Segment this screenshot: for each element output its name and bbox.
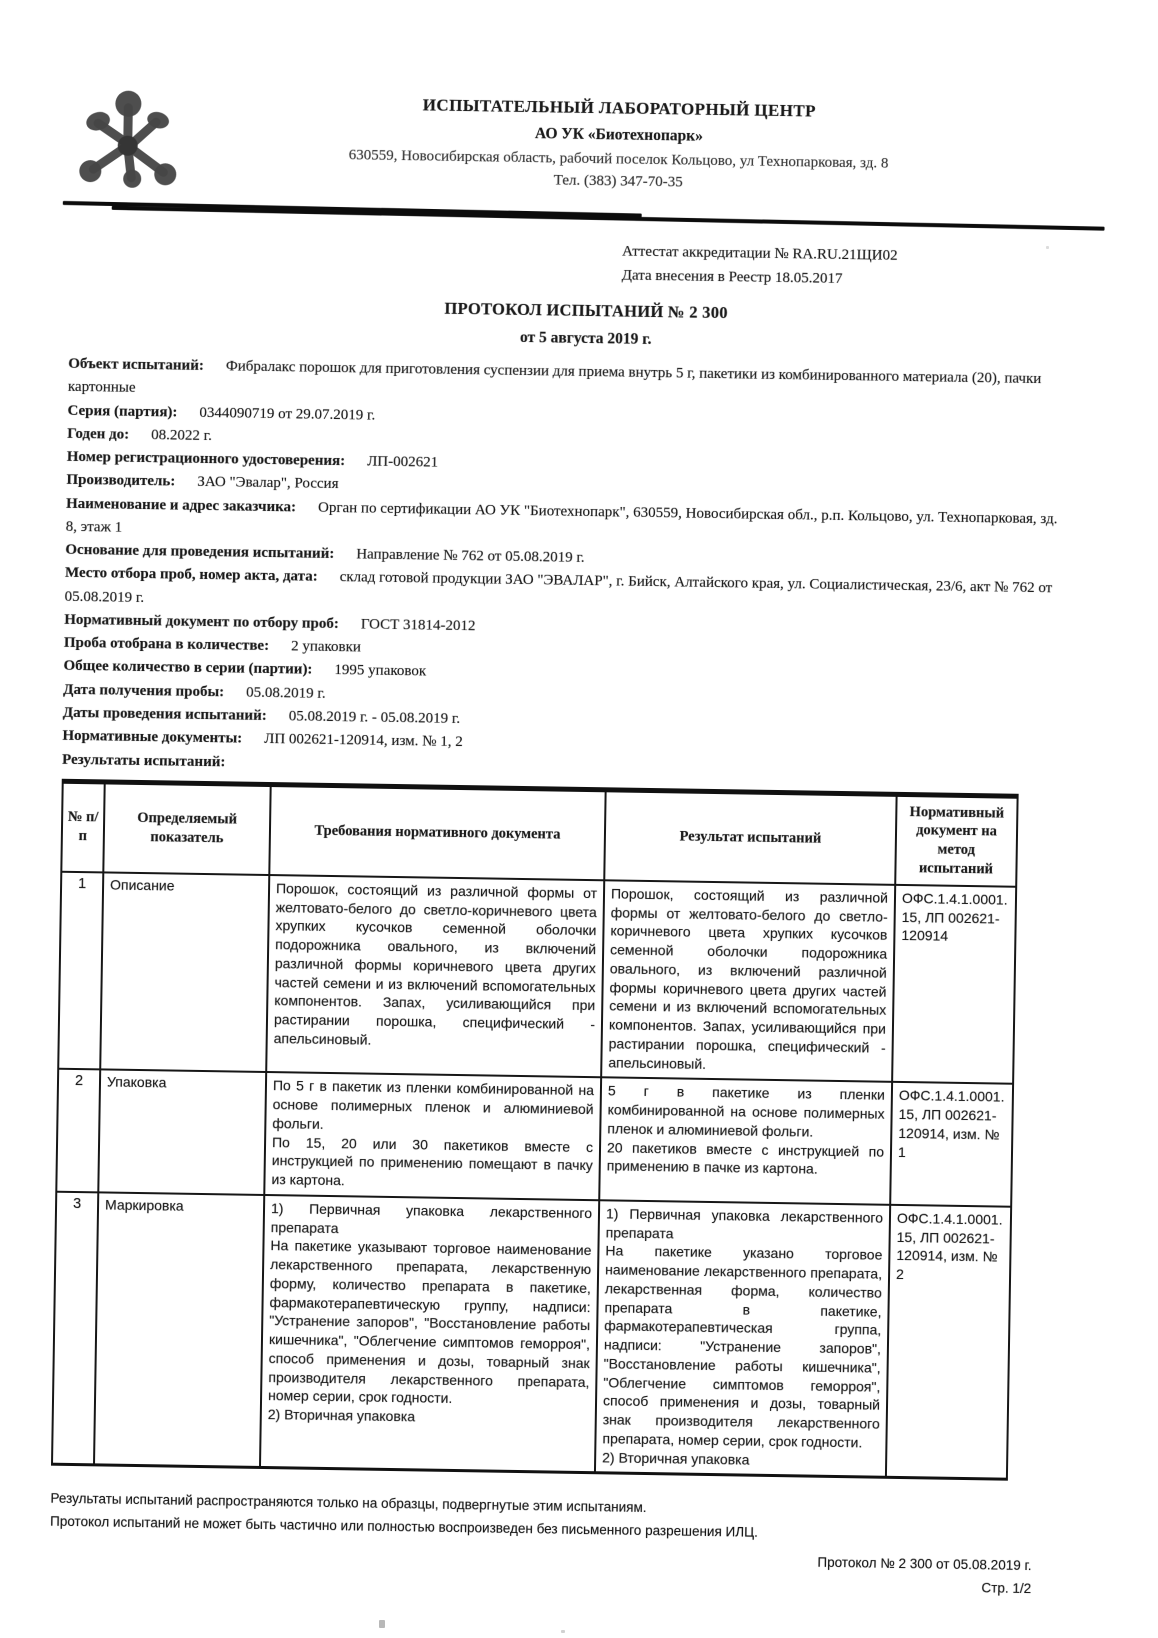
document-title: [69, 293, 1104, 356]
page-number: Стр. 1/2: [981, 1580, 1032, 1597]
cell-indicator: Описание: [100, 872, 269, 1072]
cell-num: 1: [58, 872, 103, 1070]
footer-note-reproduction: Протокол испытаний не может быть частично или полностью воспроизведен без письменного разрешения ИЛЦ.: [49, 1513, 758, 1541]
cell-method: ОФС.1.4.1.0001. 15, ЛП 002621- 120914, изм. № 2: [886, 1205, 1011, 1480]
table-row: [58, 872, 1016, 1084]
scan-artifact: [561, 1630, 565, 1633]
field-label: Производитель:: [66, 472, 176, 490]
col-header-result: Результат испытаний: [604, 789, 896, 884]
field-label: Номер регистрационного удостоверения:: [66, 448, 346, 470]
field-value: Направление № 762 от 05.08.2019 г.: [356, 546, 585, 566]
field-value: 05.08.2019 г. - 05.08.2019 г.: [288, 708, 461, 727]
field-label: Серия (партия):: [67, 402, 178, 421]
cell-method: ОФС.1.4.1.0001. 15, ЛП 002621- 120914, изм. № 1: [890, 1082, 1013, 1206]
col-header-indicator: Определяемый показатель: [103, 781, 270, 874]
field-label: Наименование и адрес заказчика:: [65, 495, 297, 515]
field-label: Место отбора проб, номер акта, дата:: [64, 565, 318, 585]
org-name: ИСПЫТАТЕЛЬНЫЙ ЛАБОРАТОРНЫЙ ЦЕНТР: [422, 95, 817, 121]
cell-indicator: Упаковка: [98, 1070, 266, 1195]
col-header-requirement: Требования нормативного документа: [269, 784, 605, 880]
cell-num: 3: [52, 1192, 98, 1466]
cell-result: 1) Первичная упаковка лекарственного препарата На пакетике указано торговое наименование лекарственного препарата, лекарственная форма, количество препарата в пакетике, фармакотерапевтическая группа, надписи: "Устранение запоров", "Восстановление работы кишечника", "Облегчение симптомов геморроя", способ применения и дозы, товарный знак производителя лекарственного препарата, номер серии, срок годности. 2) Вторичная упаковка: [595, 1200, 890, 1478]
org-subtitle: АО УК «Биотехнопарк»: [534, 124, 704, 145]
field-value: Орган по сертификации АО УК "Биотехнопарк", 630559, Новосибирская обл., р.п. Кольцово, ул. Технопарковая, зд. 8, этаж 1: [65, 499, 1058, 536]
letterhead: [71, 87, 1107, 215]
field-value: склад готовой продукции ЗАО "ЭВАЛАР", г. Бийск, Алтайского края, ул. Социалистическая, 23/6, акт № 762 от 05.08.2019 г.: [64, 569, 1053, 606]
field-value: Фибралакс порошок для приготовления суспензии для приема внутрь 5 г, пакетики из комбинированного материала (20), пачки картонные: [67, 358, 1042, 397]
protocol-ref: Протокол № 2 300 от 05.08.2019 г.: [817, 1554, 1032, 1574]
col-header-method: Нормативный документ на метод испытаний: [895, 794, 1017, 887]
registry-date: Дата внесения в Реестр 18.05.2017: [621, 267, 843, 287]
protocol-fields: [62, 353, 1062, 788]
field-label: Дата получения пробы:: [63, 681, 225, 700]
col-header-number: № п/п: [61, 781, 104, 873]
field-label: Нормативные документы:: [62, 727, 243, 747]
protocol-title: ПРОТОКОЛ ИСПЫТАНИЙ № 2 300: [444, 298, 729, 323]
field-value: 0344090719 от 29.07.2019 г.: [199, 404, 376, 424]
table-row: [56, 1069, 1013, 1206]
cell-result: 5 г в пакетике из пленки комбинированной на основе полимерных пленок и алюминиевой фольги. 20 пакетиков вместе с инструкцией по применению в пачке из картона.: [599, 1078, 892, 1205]
table-row: [52, 1192, 1011, 1480]
page-reference: [49, 1540, 1084, 1602]
molecule-logo-icon: [75, 87, 181, 193]
field-label: Проба отобрана в количестве:: [63, 634, 270, 654]
accreditation-number: Аттестат аккредитации № RA.RU.21ЩИ02: [621, 243, 898, 264]
field-value: 08.2022 г.: [151, 426, 213, 444]
field-value: ЛП-002621: [367, 453, 439, 471]
cell-num: 2: [56, 1069, 100, 1192]
cell-indicator: Маркировка: [94, 1192, 264, 1468]
field-label: Основание для проведения испытаний:: [65, 541, 335, 563]
cell-method: ОФС.1.4.1.0001. 15, ЛП 002621- 120914: [892, 885, 1016, 1084]
field-value: 2 упаковки: [290, 638, 362, 656]
field-label: Объект испытаний:: [68, 355, 204, 374]
field-value: ГОСТ 31814-2012: [360, 616, 476, 634]
field-value: ЛП 002621-120914, изм. № 1, 2: [264, 730, 463, 751]
field-label: Нормативный документ по отбору проб:: [64, 611, 339, 632]
cell-requirement: Порошок, состоящий из различной формы от желтовато-белого до светло-коричневого цвета хрупких кусочков семенной оболочки подорожника овального, из включений различной формы коричневого цвета других частей семени и из включений вспомогательных компонентов. Запах, усиливающийся при растирании порошка, специфический - апельсиновый.: [266, 875, 604, 1078]
table-header-row: [61, 781, 1017, 887]
results-table: [51, 778, 1019, 1481]
field-label: Годен до:: [67, 425, 130, 443]
footer-note-scope: Результаты испытаний распространяются только на образцы, подвергнутые этим испытаниям.: [50, 1491, 647, 1516]
org-address: 630559, Новосибирская область, рабочий поселок Кольцово, ул Технопарковая, зд. 8: [348, 146, 889, 172]
field-label: Общее количество в серии (партии):: [63, 658, 313, 678]
scan-artifact: [1046, 246, 1049, 249]
results-section-label: Результаты испытаний:: [61, 752, 226, 771]
accreditation-block: [622, 239, 1105, 295]
field-value: ЗАО "Эвалар", Россия: [197, 474, 339, 493]
cell-requirement: 1) Первичная упаковка лекарственного препарата На пакетике указывают торговое наименование лекарственного препарата, лекарственную форму, количество препарата в пакетике, фармакотерапевтическую группу, надписи: "Устранение запоров", "Восстановление работы кишечника", "Облегчение симптомов геморроя", способ применения и дозы, товарный знак производителя лекарственного препарата, номер серии, срок годности. 2) Вторичная упаковка: [260, 1195, 599, 1473]
protocol-date: от 5 августа 2019 г.: [519, 328, 652, 348]
cell-result: Порошок, состоящий из различной формы от желтовато-белого до светло-коричневого цвета хрупких кусочков семенной оболочки подорожника овального, из включений различной формы коричневого цвета других частей семени и из включений вспомогательных компонентов. Запах, усиливающийся при растирании порошка, специфический - апельсиновый.: [601, 880, 895, 1082]
cell-requirement: По 5 г в пакетик из пленки комбинированной на основе полимерных пленок и алюминиевой фольги. По 15, 20 или 30 пакетиков вместе с инструкцией по применению помещают в пачку из картона.: [264, 1072, 601, 1200]
field-label: Даты проведения испытаний:: [62, 704, 267, 724]
scan-artifact: [379, 1620, 385, 1628]
field-value: 05.08.2019 г.: [246, 684, 326, 702]
field-value: 1995 упаковок: [334, 662, 427, 680]
org-phone: Тел. (383) 347-70-35: [553, 172, 683, 191]
footer-notes: [50, 1488, 1085, 1550]
